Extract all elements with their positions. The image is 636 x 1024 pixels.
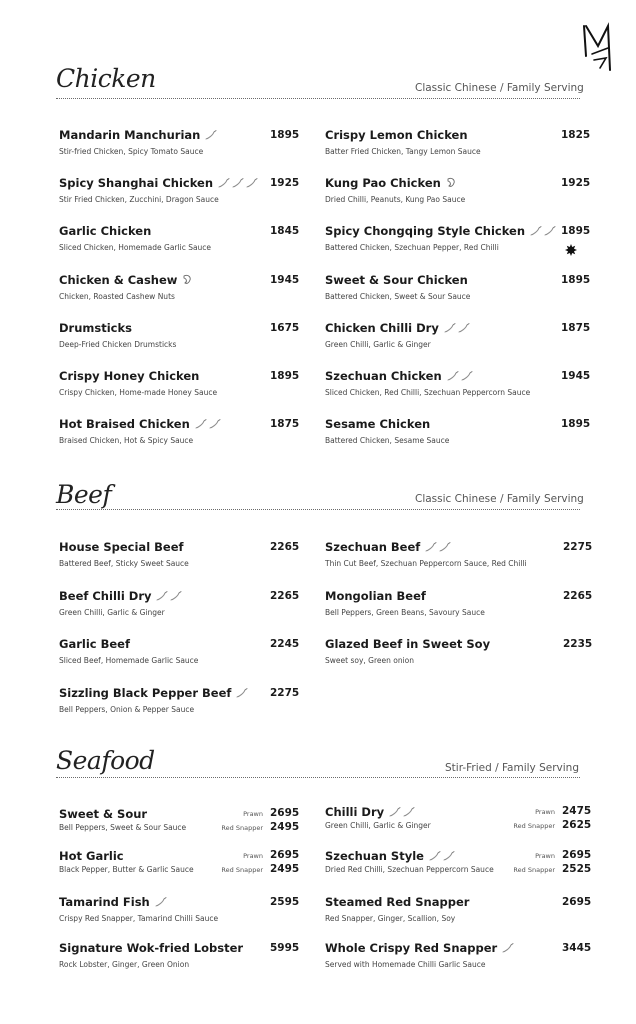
menu-item-drumsticks <box>59 321 310 355</box>
item-price: 1925 <box>561 177 591 190</box>
item-price: 2275 <box>563 541 593 553</box>
item-description: Sliced Chicken, Homemade Garlic Sauce <box>59 243 212 253</box>
item-price: 1875 <box>561 321 591 334</box>
variant-label: Red Snapper <box>221 824 263 832</box>
item-description: Deep-Fried Chicken Drumsticks <box>59 339 177 349</box>
item-name <box>59 807 147 821</box>
variant-label: Red Snapper <box>513 866 555 874</box>
item-name <box>325 895 469 909</box>
spice-indicator <box>235 687 248 701</box>
item-name-text: Steamed Red Snapper <box>325 895 470 909</box>
menu-item-house-special-beef <box>59 540 310 574</box>
item-name <box>325 805 415 820</box>
restaurant-logo <box>578 20 618 76</box>
spice-indicator <box>501 942 514 956</box>
variant-price: 2695 <box>562 849 592 861</box>
item-name <box>59 417 221 432</box>
item-description: Battered Chicken, Szechuan Pepper, Red Chilli <box>325 243 499 253</box>
item-name-text: Garlic Chicken <box>59 224 152 239</box>
variant-label: Red Snapper <box>513 822 555 830</box>
item-name-text: Chicken & Cashew <box>59 272 178 287</box>
item-description: Battered Chicken, Sweet & Sour Sauce <box>325 291 471 301</box>
section-divider <box>56 98 580 99</box>
menu-item-tamarind-fish <box>59 895 310 929</box>
item-name <box>325 417 430 431</box>
item-name <box>59 224 151 238</box>
spice-indicator <box>204 129 217 143</box>
variant-price: 2695 <box>270 849 300 861</box>
item-name-text: House Special Beef <box>59 540 184 554</box>
item-name <box>59 321 132 335</box>
item-name <box>325 540 451 555</box>
chili-icon <box>460 370 473 384</box>
item-price: 2265 <box>270 541 300 553</box>
menu-item-crispy-honey-chicken <box>59 369 310 403</box>
menu-item-kung-pao-chicken <box>325 176 601 210</box>
menu-item-crispy-lemon-chicken <box>325 128 601 162</box>
item-price: 2245 <box>270 638 300 650</box>
chili-icon <box>529 225 542 239</box>
spice-indicator <box>529 225 556 239</box>
menu-item-sesame-chicken <box>325 417 601 451</box>
item-description: Battered Beef, Sticky Sweet Sauce <box>59 559 189 568</box>
variant-label: Prawn <box>535 852 555 860</box>
variant-label: Prawn <box>243 810 263 818</box>
item-description: Dried Chilli, Peanuts, Kung Pao Sauce <box>325 195 466 205</box>
item-description: Green Chilli, Garlic & Ginger <box>59 607 165 617</box>
spice-indicator <box>155 590 182 604</box>
item-description: Battered Chicken, Sesame Sauce <box>325 436 450 446</box>
item-name-text: Crispy Honey Chicken <box>59 369 200 383</box>
item-name-text: Szechuan Style <box>325 849 424 863</box>
menu-item-garlic-chicken <box>59 224 310 258</box>
item-name-text: Sweet & Sour <box>59 807 148 821</box>
item-name <box>59 895 167 910</box>
spice-indicator <box>154 896 167 910</box>
item-description: Green Chilli, Garlic & Ginger <box>325 821 431 830</box>
item-name-text: Glazed Beef in Sweet Soy <box>325 637 491 651</box>
item-name-text: Chicken Chilli Dry <box>325 320 439 335</box>
variant-price: 2525 <box>562 863 592 875</box>
menu-item-sweet-and-sour-chicken <box>325 273 601 307</box>
item-name-text: Whole Crispy Red Snapper <box>325 941 498 955</box>
item-name-text: Spicy Shanghai Chicken <box>59 176 214 191</box>
menu-item-steamed-red-snapper <box>325 895 602 929</box>
item-name-text: Hot Garlic <box>59 849 124 863</box>
item-name <box>325 941 514 956</box>
chili-icon <box>501 942 514 956</box>
item-description: Stir Fried Chicken, Zucchini, Dragon Sauce <box>59 195 219 205</box>
item-price: 1875 <box>270 418 300 431</box>
item-name <box>59 273 192 288</box>
menu-item-mandarin-manchurian <box>59 128 310 162</box>
menu-item-beef-chilli-dry <box>59 589 310 623</box>
variant-price: 2695 <box>270 807 300 819</box>
item-description: Served with Homemade Chilli Garlic Sauce <box>325 960 486 969</box>
item-price: 3445 <box>562 942 592 954</box>
chili-icon <box>402 806 415 820</box>
chili-icon <box>235 687 248 701</box>
item-name-text: Crispy Lemon Chicken <box>325 128 468 142</box>
chili-icon <box>231 177 244 191</box>
item-name-text: Sweet & Sour Chicken <box>325 272 468 287</box>
section-subtitle-seafood: Stir-Fried / Family Serving <box>445 762 579 774</box>
variant-label: Prawn <box>243 852 263 860</box>
variant-price: 2495 <box>270 863 300 875</box>
chili-icon <box>442 850 455 864</box>
menu-item-hot-garlic <box>59 849 310 883</box>
menu-item-spicy-chongqing-style-chicken <box>325 224 601 258</box>
chili-icon <box>428 850 441 864</box>
chili-icon <box>155 590 168 604</box>
chili-icon <box>443 322 456 336</box>
item-name <box>59 128 217 143</box>
item-name-text: Kung Pao Chicken <box>325 176 441 191</box>
item-description: Crispy Chicken, Home-made Honey Sauce <box>59 388 218 397</box>
chili-icon <box>446 370 459 384</box>
chili-icon <box>245 177 258 191</box>
item-price: 1895 <box>270 129 300 141</box>
section-subtitle-beef: Classic Chinese / Family Serving <box>415 493 584 505</box>
menu-item-chilli-dry <box>325 805 602 839</box>
item-name <box>59 540 184 554</box>
chili-icon <box>169 590 182 604</box>
section-title-beef: Beef <box>56 480 112 509</box>
item-name <box>325 273 468 287</box>
item-price: 2235 <box>563 638 593 650</box>
variant-price: 2625 <box>562 819 592 831</box>
menu-item-garlic-beef <box>59 637 310 671</box>
spice-indicator <box>443 322 470 336</box>
item-price: 1895 <box>561 273 591 286</box>
item-name-text: Beef Chilli Dry <box>59 588 152 603</box>
item-description: Rock Lobster, Ginger, Green Onion <box>59 960 190 969</box>
item-description: Thin Cut Beef, Szechuan Peppercorn Sauce, Red Chilli <box>325 559 527 568</box>
item-name-text: Sizzling Black Pepper Beef <box>59 685 232 700</box>
item-name-text: Szechuan Chicken <box>325 369 442 383</box>
item-price: 1945 <box>270 273 300 286</box>
spice-indicator <box>388 806 415 820</box>
menu-item-chicken-and-cashew <box>59 273 310 307</box>
item-description: Sliced Beef, Homemade Garlic Sauce <box>59 656 199 665</box>
item-name-text: Mongolian Beef <box>325 588 426 603</box>
spice-indicator <box>445 177 456 191</box>
menu-item-sizzling-black-pepper-beef <box>59 686 310 720</box>
spice-indicator <box>194 418 221 432</box>
menu-item-spicy-shanghai-chicken <box>59 176 310 210</box>
variant-label: Red Snapper <box>221 866 263 874</box>
menu-item-whole-crispy-red-snapper <box>325 941 602 975</box>
menu-item-glazed-beef-in-sweet-soy <box>325 637 603 671</box>
item-description: Batter Fried Chicken, Tangy Lemon Sauce <box>325 147 481 156</box>
menu-item-chicken-chilli-dry <box>325 321 601 355</box>
item-price: 2265 <box>563 589 593 602</box>
chili-icon <box>438 541 451 555</box>
item-name-text: Sesame Chicken <box>325 417 431 432</box>
menu-item-mongolian-beef <box>325 589 603 623</box>
item-price: 2595 <box>270 896 300 908</box>
spice-indicator <box>446 370 473 384</box>
item-name <box>59 176 258 191</box>
chili-icon <box>154 896 167 910</box>
item-description: Chicken, Roasted Cashew Nuts <box>59 291 175 301</box>
section-title-seafood: Seafood <box>56 746 155 775</box>
item-price: 5995 <box>270 942 300 954</box>
nut-icon <box>445 177 456 191</box>
item-price: 1825 <box>561 129 591 141</box>
chili-icon <box>424 541 437 555</box>
item-name <box>59 369 199 383</box>
item-description: Crispy Red Snapper, Tamarind Chilli Sauce <box>59 914 219 923</box>
chili-icon <box>217 177 230 191</box>
item-name <box>325 849 455 864</box>
spice-indicator <box>217 177 258 191</box>
item-price: 2275 <box>270 686 300 699</box>
item-name <box>325 176 456 191</box>
menu-item-szechuan-beef <box>325 540 603 574</box>
section-title-chicken: Chicken <box>56 64 156 93</box>
item-name <box>325 128 468 142</box>
item-price: 2265 <box>270 589 300 602</box>
item-price: 1895 <box>270 370 300 382</box>
menu-item-hot-braised-chicken <box>59 417 310 451</box>
item-description: Bell Peppers, Green Beans, Savoury Sauce <box>325 607 485 617</box>
item-name <box>325 369 473 384</box>
item-description: Bell Peppers, Sweet & Sour Sauce <box>59 823 187 832</box>
item-name <box>59 849 124 863</box>
menu-item-szechuan-chicken <box>325 369 601 403</box>
spice-indicator <box>428 850 455 864</box>
chef-special-icon <box>565 241 577 253</box>
item-name <box>59 941 243 955</box>
item-description: Braised Chicken, Hot & Spicy Sauce <box>59 436 194 446</box>
item-name-text: Chilli Dry <box>325 805 385 819</box>
item-price: 2695 <box>562 896 592 908</box>
spice-indicator <box>181 274 192 288</box>
item-price: 1945 <box>561 370 591 382</box>
item-name-text: Szechuan Beef <box>325 540 421 554</box>
item-description: Green Chilli, Garlic & Ginger <box>325 339 431 349</box>
variant-price: 2495 <box>270 821 300 833</box>
chili-icon <box>204 129 217 143</box>
item-description: Sweet soy, Green onion <box>325 656 415 665</box>
chili-icon <box>194 418 207 432</box>
item-description: Black Pepper, Butter & Garlic Sauce <box>59 865 194 874</box>
chili-icon <box>388 806 401 820</box>
item-name-text: Garlic Beef <box>59 637 130 651</box>
section-divider <box>56 777 580 778</box>
nut-icon <box>181 274 192 288</box>
item-name <box>59 637 130 651</box>
item-name <box>325 637 490 651</box>
item-name <box>59 686 248 701</box>
section-divider <box>56 509 580 510</box>
section-subtitle-chicken: Classic Chinese / Family Serving <box>415 82 584 94</box>
item-price: 1675 <box>270 321 300 334</box>
item-description: Red Snapper, Ginger, Scallion, Soy <box>325 914 456 923</box>
item-name <box>59 589 182 604</box>
menu-item-sweet-and-sour <box>59 807 310 841</box>
chili-icon <box>208 418 221 432</box>
item-description: Dried Red Chilli, Szechuan Peppercorn Sauce <box>325 865 494 874</box>
item-price: 1925 <box>270 177 300 190</box>
menu-item-szechuan-style <box>325 849 602 883</box>
item-description: Bell Peppers, Onion & Pepper Sauce <box>59 704 195 714</box>
item-price: 1895 <box>561 418 591 431</box>
item-price: 1895 <box>561 225 591 238</box>
variant-price: 2475 <box>562 805 592 817</box>
item-name-text: Signature Wok-fried Lobster <box>59 941 244 955</box>
item-name <box>325 589 426 603</box>
item-name-text: Drumsticks <box>59 320 132 335</box>
variant-label: Prawn <box>535 808 555 816</box>
item-description: Stir-fried Chicken, Spicy Tomato Sauce <box>59 147 204 156</box>
item-description: Sliced Chicken, Red Chilli, Szechuan Peppercorn Sauce <box>325 388 531 397</box>
chili-icon <box>457 322 470 336</box>
item-name <box>325 321 470 336</box>
spice-indicator <box>424 541 451 555</box>
item-price: 1845 <box>270 225 300 238</box>
menu-item-signature-wok-fried-lobster <box>59 941 310 975</box>
item-name-text: Hot Braised Chicken <box>59 417 190 432</box>
item-name-text: Tamarind Fish <box>59 895 150 909</box>
chili-icon <box>543 225 556 239</box>
item-name-text: Spicy Chongqing Style Chicken <box>325 224 526 239</box>
item-name <box>325 224 556 239</box>
item-name-text: Mandarin Manchurian <box>59 128 201 142</box>
